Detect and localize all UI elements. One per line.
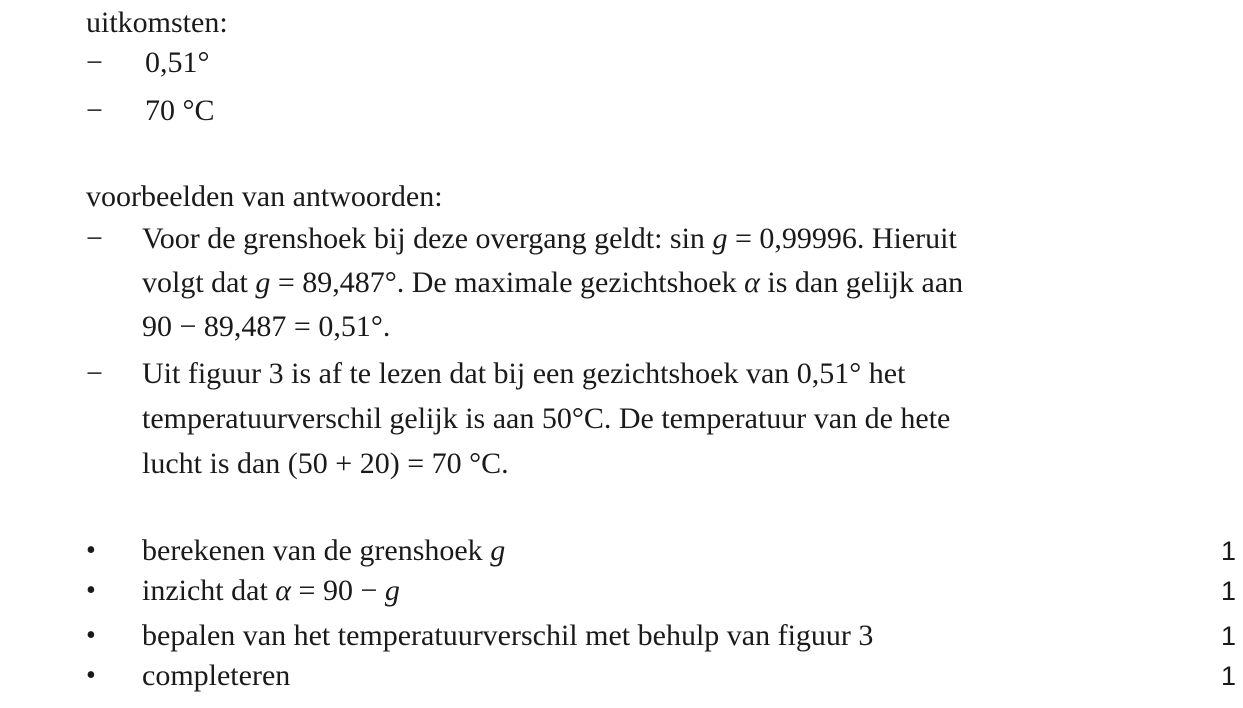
text-run: completeren (142, 659, 291, 692)
dash-marker: − (86, 94, 103, 127)
bullet-marker: • (86, 535, 96, 566)
text-run: = 90 − (291, 574, 385, 607)
score-point: 1 (1220, 661, 1236, 691)
example-1-line-2 (142, 268, 963, 298)
math-symbol: g (712, 222, 728, 255)
text-run: volgt dat (142, 266, 256, 299)
text-run: bepalen van het temperatuurverschil met behulp van figuur 3 (142, 619, 874, 652)
text-run: berekenen van de grenshoek (142, 534, 491, 567)
text-run: lucht is dan (50 + 20) = 70 °C. (142, 447, 509, 480)
math-symbol: g (255, 266, 271, 299)
examples-heading: voorbeelden van antwoorden: (86, 180, 443, 213)
bullet-marker: • (86, 660, 96, 691)
text-run: = 89,487°. De maximale gezichtshoek (270, 266, 745, 299)
bullet-marker: • (86, 575, 96, 606)
example-2-line-2 (142, 404, 950, 434)
bullet-marker: • (86, 620, 96, 651)
scoring-item-3 (142, 621, 873, 651)
text-run: = 0,99996. Hieruit (727, 222, 957, 255)
text-run: 90 − 89,487 = 0,51°. (142, 310, 391, 343)
text-run: is dan gelijk aan (759, 266, 964, 299)
math-symbol: g (490, 534, 506, 567)
outcome-item-2: 70 °C (145, 94, 215, 127)
scoring-item-1 (142, 536, 505, 566)
math-symbol: g (384, 574, 400, 607)
math-symbol: α (744, 266, 760, 299)
score-point: 1 (1220, 621, 1236, 651)
scoring-item-4 (142, 661, 290, 691)
scoring-item-2 (142, 576, 400, 606)
example-2-line-3 (142, 449, 509, 479)
text-run: temperatuurverschil gelijk is aan 50°C. De temperatuur van de hete (142, 402, 951, 435)
example-1-line-3 (142, 312, 390, 342)
example-1-line-1 (142, 224, 957, 254)
dash-marker: − (86, 222, 103, 255)
dash-marker: − (86, 46, 103, 79)
text-run: Uit figuur 3 is af te lezen dat bij een gezichtshoek van 0,51° het (142, 357, 906, 390)
math-symbol: α (275, 574, 292, 607)
text-run: inzicht dat (142, 574, 276, 607)
example-2-line-1 (142, 359, 905, 389)
dash-marker: − (86, 357, 103, 390)
outcome-item-1: 0,51° (145, 46, 210, 79)
score-point: 1 (1220, 536, 1236, 566)
outcomes-heading: uitkomsten: (86, 6, 228, 39)
text-run: Voor de grenshoek bij deze overgang geldt: sin (142, 222, 713, 255)
score-point: 1 (1220, 576, 1236, 606)
